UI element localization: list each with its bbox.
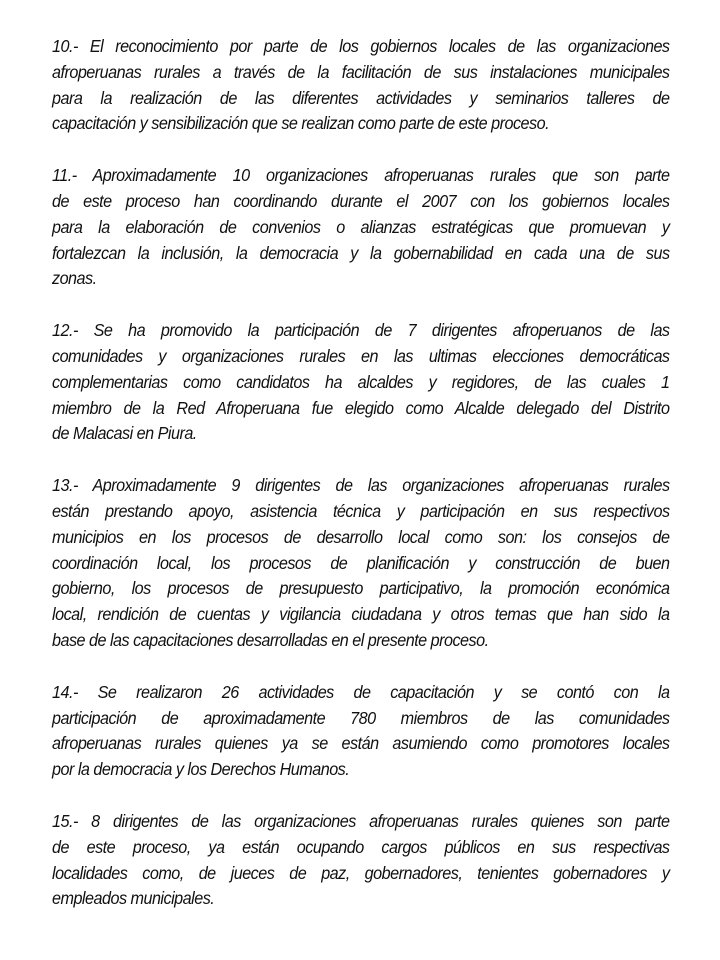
line-text: están prestando apoyo, asistencia técnica y participación en sus respectivos: [52, 500, 670, 521]
line-text: por la democracia y los Derechos Humanos.: [52, 759, 350, 780]
paragraph-line: [52, 421, 670, 447]
line-text: 11.- Aproximadamente 10 organizaciones afroperuanas rurales que son parte: [52, 165, 670, 186]
paragraph-line: [52, 241, 670, 267]
paragraph-13: [52, 473, 670, 654]
line-text: 12.- Se ha promovido la participación de 7 dirigentes afroperuanos de las: [52, 320, 670, 341]
paragraph-line: [52, 835, 670, 861]
line-text: localidades como, de jueces de paz, gobernadores, tenientes gobernadores y: [52, 862, 670, 883]
paragraph-12: [52, 318, 670, 447]
line-text: capacitación y sensibilización que se realizan como parte de este proceso.: [52, 113, 550, 134]
line-text: de este proceso han coordinando durante el 2007 con los gobiernos locales: [52, 190, 670, 211]
line-text: 14.- Se realizaron 26 actividades de capacitación y se contó con la: [52, 681, 670, 702]
line-text: fortalezcan la inclusión, la democracia y la gobernabilidad en cada una de sus: [52, 242, 670, 263]
paragraph-line: [52, 628, 670, 654]
line-text: de Malacasi en Piura.: [52, 423, 197, 444]
line-text: miembro de la Red Afroperuana fue elegido como Alcalde delegado del Distrito: [52, 397, 670, 418]
line-text: local, rendición de cuentas y vigilancia ciudadana y otros temas que han sido la: [52, 604, 670, 625]
line-text: municipios en los procesos de desarrollo local como son: los consejos de: [52, 526, 670, 547]
paragraph-line: [52, 34, 670, 60]
paragraph-line: [52, 473, 670, 499]
line-text: complementarias como candidatos ha alcaldes y regidores, de las cuales 1: [52, 371, 670, 392]
line-text: zonas.: [52, 268, 97, 289]
line-text: gobierno, los procesos de presupuesto participativo, la promoción económica: [52, 578, 670, 599]
paragraph-14: [52, 680, 670, 783]
paragraph-11: [52, 163, 670, 292]
line-text: para la elaboración de convenios o alianzas estratégicas que promuevan y: [52, 216, 670, 237]
line-text: comunidades y organizaciones rurales en las ultimas elecciones democráticas: [52, 345, 670, 366]
paragraph-line: [52, 602, 670, 628]
paragraph-line: [52, 861, 670, 887]
line-text: de este proceso, ya están ocupando cargos públicos en sus respectivas: [52, 836, 670, 857]
line-text: coordinación local, los procesos de planificación y construcción de buen: [52, 552, 670, 573]
paragraph-line: [52, 86, 670, 112]
paragraph-line: [52, 706, 670, 732]
paragraph-line: [52, 757, 670, 783]
paragraph-line: [52, 525, 670, 551]
paragraph-line: [52, 215, 670, 241]
paragraph-line: [52, 163, 670, 189]
line-text: base de las capacitaciones desarrolladas en el presente proceso.: [52, 629, 489, 650]
line-text: afroperuanas rurales quienes ya se están asumiendo como promotores locales: [52, 733, 670, 754]
paragraph-line: [52, 886, 670, 912]
paragraph-10: [52, 34, 670, 137]
paragraph-line: [52, 576, 670, 602]
paragraph-line: [52, 189, 670, 215]
line-text: empleados municipales.: [52, 888, 215, 909]
paragraph-line: [52, 370, 670, 396]
line-text: 10.- El reconocimiento por parte de los gobiernos locales de las organizaciones: [52, 36, 670, 56]
paragraph-line: [52, 551, 670, 577]
line-text: participación de aproximadamente 780 miembros de las comunidades: [52, 707, 670, 728]
paragraph-line: [52, 731, 670, 757]
paragraph-15: [52, 809, 670, 912]
paragraph-line: [52, 499, 670, 525]
paragraph-line: [52, 60, 670, 86]
line-text: para la realización de las diferentes actividades y seminarios talleres de: [52, 87, 670, 108]
paragraph-line: [52, 266, 670, 292]
paragraph-line: [52, 809, 670, 835]
paragraph-line: [52, 111, 670, 137]
paragraph-line: [52, 396, 670, 422]
line-text: afroperuanas rurales a través de la facilitación de sus instalaciones municipales: [52, 61, 670, 82]
paragraph-line: [52, 344, 670, 370]
line-text: 13.- Aproximadamente 9 dirigentes de las organizaciones afroperuanas rurales: [52, 475, 670, 496]
paragraph-line: [52, 680, 670, 706]
paragraph-line: [52, 318, 670, 344]
document-page: [52, 34, 670, 938]
line-text: 15.- 8 dirigentes de las organizaciones afroperuanas rurales quienes son parte: [52, 810, 670, 831]
